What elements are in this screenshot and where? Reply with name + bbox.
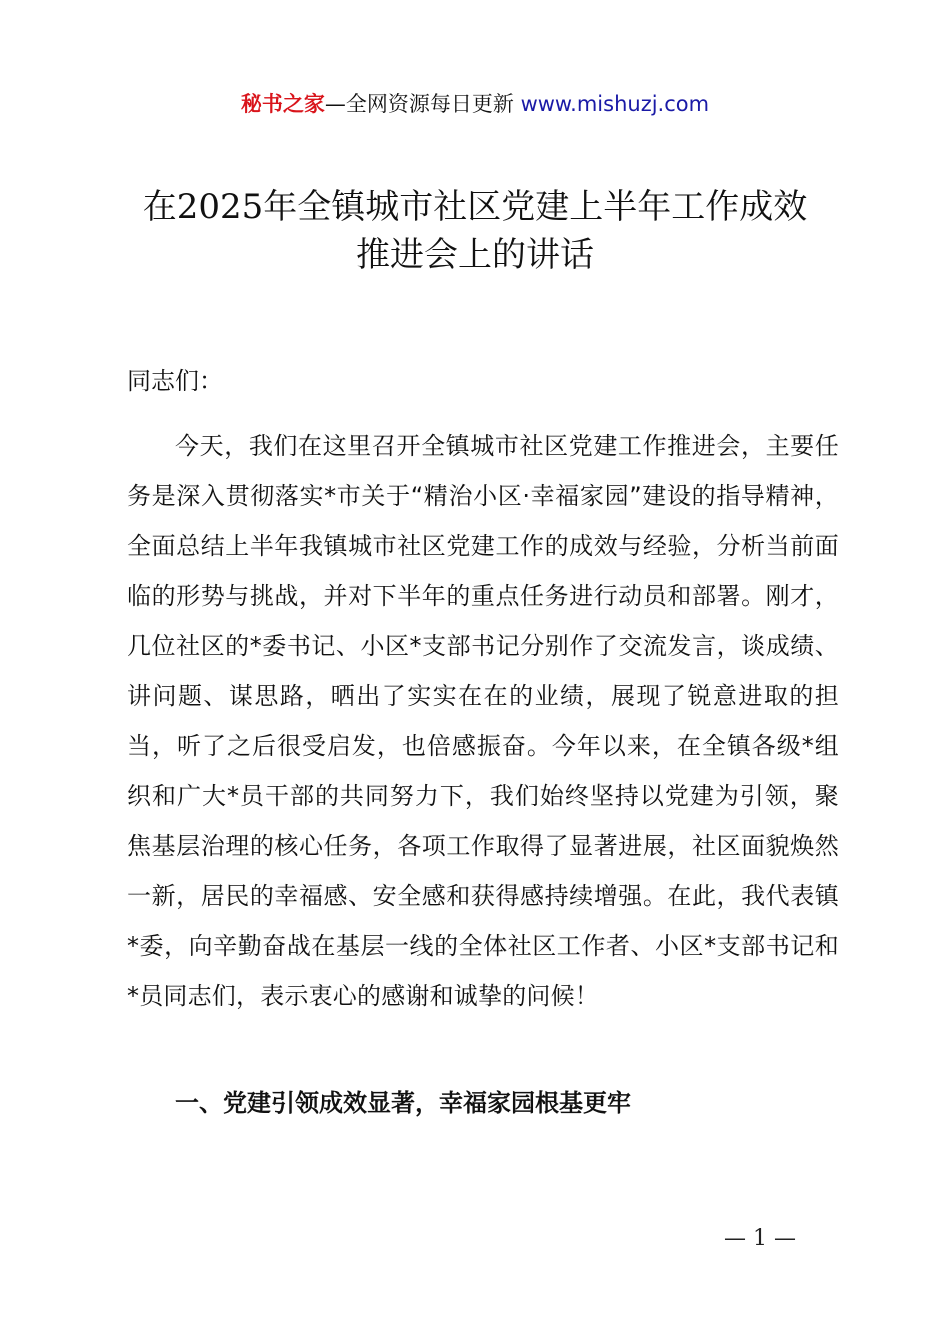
site-brand: 秘书之家 <box>240 92 325 116</box>
document-title <box>60 183 890 279</box>
salutation: 同志们： <box>127 367 223 395</box>
document-title-line-1: 在2025年全镇城市社区党建上半年工作成效 <box>142 187 808 227</box>
document-title-line-2: 推进会上的讲话 <box>356 235 594 275</box>
site-header <box>0 88 950 120</box>
section-heading: 一、党建引领成效显著，幸福家园根基更牢 <box>175 1089 631 1117</box>
site-url-link[interactable]: www.mishuzj.com <box>520 92 710 116</box>
site-tagline: —全网资源每日更新 <box>324 92 514 116</box>
body-paragraph: 今天，我们在这里召开全镇城市社区党建工作推进会，主要任务是深入贯彻落实*市关于“精治小区·幸福家园”建设的指导精神，全面总结上半年我镇城市社区党建工作的成效与经验，分析当前面临的形势与挑战，并对下半年的重点任务进行动员和部署。刚才，几位社区的*委书记、小区*支部书记分别作了交流发言，谈成绩、讲问题、谋思路，晒出了实实在在的业绩，展现了锐意进取的担当，听了之后很受启发，也倍感振奋。今年以来，在全镇各级*组织和广大*员干部的共同努力下，我们始终坚持以党建为引领，聚焦基层治理的核心任务，各项工作取得了显著进展，社区面貌焕然一新，居民的幸福感、安全感和获得感持续增强。在此，我代表镇*委，向辛勤奋战在基层一线的全体社区工作者、小区*支部书记和*员同志们，表示衷心的感谢和诚挚的问候！ <box>127 432 839 1010</box>
page-number: — 1 — <box>724 1226 796 1251</box>
